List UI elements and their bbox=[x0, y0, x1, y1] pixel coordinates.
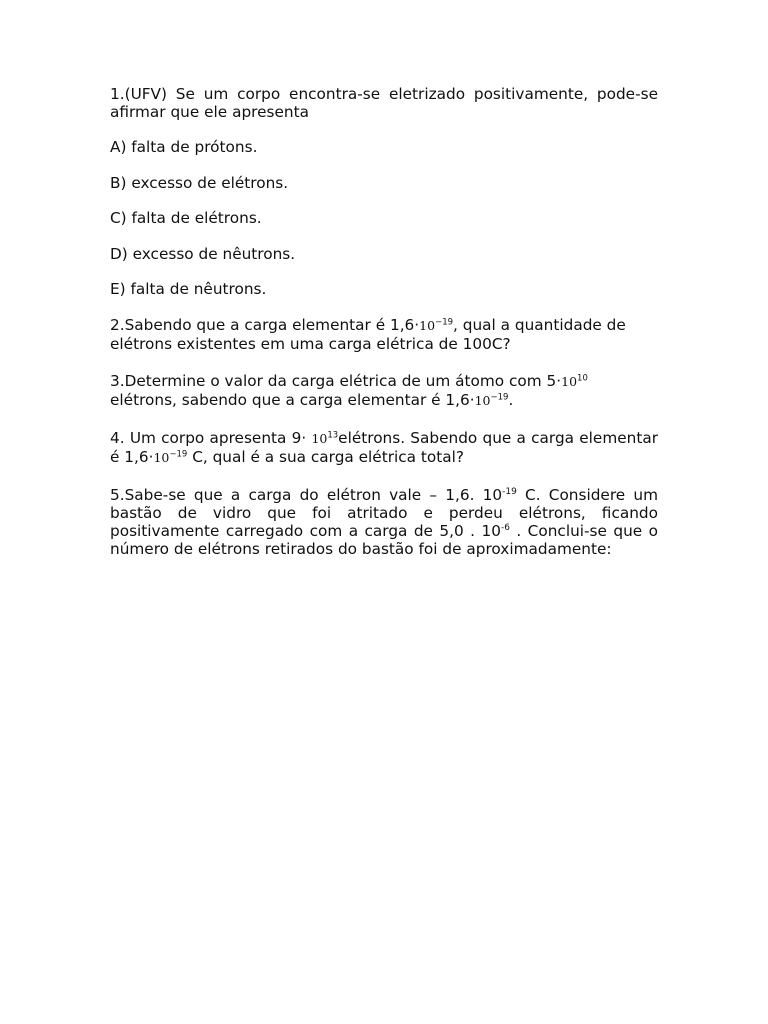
q3-exponent-1: 10 bbox=[577, 372, 588, 383]
q3-text-b: elétrons, sabendo que a carga elementar é 1,6· bbox=[110, 390, 475, 409]
q4-text-b: elétrons. Sabendo que a carga elementar é 1,6· bbox=[110, 428, 658, 466]
q4-text-a: 4. Um corpo apresenta 9· bbox=[110, 428, 312, 447]
question-1-option-e: E) falta de nêutrons. bbox=[110, 280, 267, 298]
question-4-text bbox=[110, 429, 658, 467]
q4-power-base-2: 10 bbox=[153, 449, 170, 465]
question-1-option-d: D) excesso de nêutrons. bbox=[110, 244, 296, 263]
q3-power-base-2: 10 bbox=[474, 392, 491, 408]
question-1-option-a: A) falta de prótons. bbox=[110, 138, 258, 156]
document-page bbox=[110, 85, 658, 558]
question-5-text bbox=[110, 486, 658, 558]
q5-text-c: . Conclui-se que o número de elétrons retirados do bastão foi de aproximadamente: bbox=[110, 521, 658, 558]
question-1-text: 1.(UFV) Se um corpo encontra-se eletrizado positivamente, pode-se afirmar que ele apresenta bbox=[110, 85, 658, 121]
q2-text-a: 2.Sabendo que a carga elementar é 1,6· bbox=[110, 315, 420, 334]
q4-exponent-1: 13 bbox=[327, 429, 339, 440]
q5-text-a: 5.Sabe-se que a carga do elétron vale – 1,6. 10 bbox=[110, 485, 503, 504]
q3-text-c: . bbox=[508, 390, 514, 409]
q4-power-base-1: 10 bbox=[311, 430, 328, 446]
question-2-text bbox=[110, 316, 658, 353]
question-3-text bbox=[110, 372, 658, 410]
q4-exponent-2: −19 bbox=[169, 448, 188, 459]
q5-exponent-2: -6 bbox=[500, 522, 510, 533]
question-1-option-b: B) excesso de elétrons. bbox=[110, 173, 289, 192]
q4-text-c: C, qual é a sua carga elétrica total? bbox=[187, 447, 465, 466]
q2-text-b: , qual a quantidade de elétrons existentes em uma carga elétrica de 100C? bbox=[110, 315, 626, 353]
q5-exponent-1: -19 bbox=[502, 486, 517, 497]
q3-exponent-2: −19 bbox=[490, 391, 509, 402]
q3-power-base-1: 10 bbox=[561, 373, 578, 389]
question-1-option-c: C) falta de elétrons. bbox=[110, 209, 262, 227]
q2-exponent: −19 bbox=[435, 316, 454, 327]
q5-text-b: C. Considere um bastão de vidro que foi atritado e perdeu elétrons, ficando positivamente carregado com a carga de 5,0 . 10 bbox=[110, 485, 659, 540]
q3-text-a: 3.Determine o valor da carga elétrica de um átomo com 5· bbox=[110, 371, 562, 390]
q2-power-base: 10 bbox=[419, 317, 436, 333]
